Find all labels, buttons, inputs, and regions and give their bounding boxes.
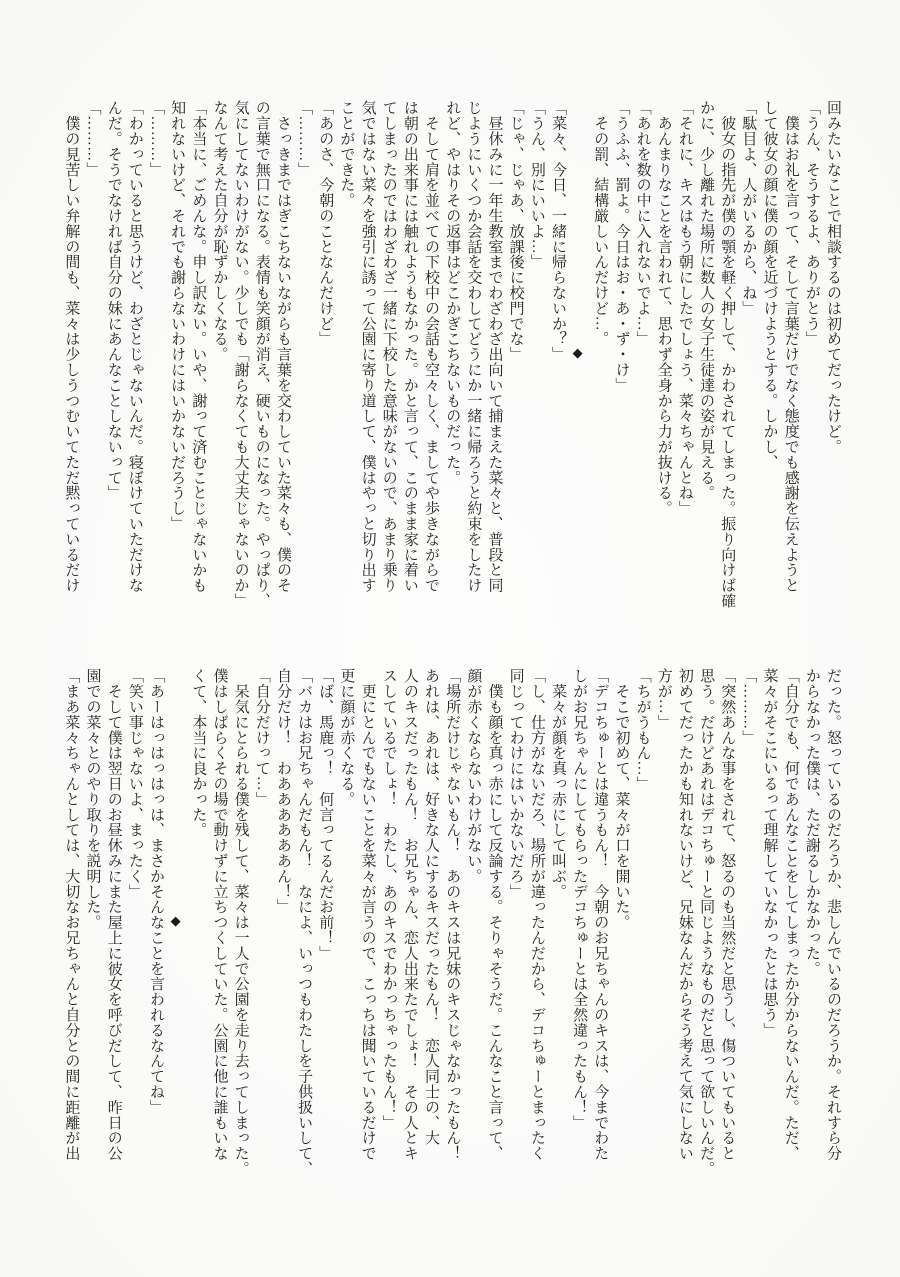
text-column: 菜々がそこにいるって理解していなかったとは思う」 [761,668,778,1038]
text-column: 回みたいなことで相談するのは初めてだったけど。 [825,100,841,455]
text-column: くて、本当に良かった。 [190,668,207,838]
text-column: 知れないけど、それでも謝らないわけにはいかないだろうし」 [169,100,186,532]
text-column: 顔が赤くならないわけがない。 [465,668,482,884]
text-column: 「ちがうもん…」 [634,668,651,792]
text-column: して彼女の顔に僕の顔を近づけようとする。しかし、 [761,100,778,470]
text-column: てしまったのではわざわざ一緒に下校した意味がないので、あまり乗り [380,100,397,593]
text-column: 「し、仕方がないだろ、場所が違ったんだから、デコちゅーとまったく [528,668,545,1161]
text-column: そして僕は翌日のお昼休みにまた屋上に彼女を呼びだして、昨日の公 [105,668,122,1161]
text-column: 「突然あんな事をされて、怒るのも当然だと思うし、傷ついてもいると [719,668,736,1161]
text-column: 園での菜々とのやり取りを説明した。 [84,668,101,930]
text-column: 菜々が顔を真っ赤にして叫ぶ。 [549,668,566,899]
text-column: 僕の見苦しい弁解の間も、菜々は少しうつむいてただ黙っているだけ [63,100,80,593]
text-column: 初めてだったかも知れないけど、兄妹なんだからそう考えて気にしない [676,668,693,1161]
text-column: 「うん、別にいいよ…」 [528,100,545,270]
text-column: かに、少し離れた場所に数人の女子生徒達の姿が見える。 [698,100,715,501]
text-column: 「………」 [148,100,164,177]
text-column: 「わかっていると思うけど、わざとじゃないんだ。寝ぼけていただけな [126,100,143,593]
text-column: 「あーはっはっはっは、まさかそんなことを言われるなんてね」 [148,668,164,1115]
text-column: なんて考えた自分が恥ずかしくなる。 [211,100,228,362]
text-column: 僕はお礼を言って、そして言葉だけでなく態度でも感謝を伝えようと [782,100,799,593]
text-column: だった。怒っているのだろうか、悲しんでいるのだろうか。それすら分 [825,668,841,1161]
text-column: 「駄目よ、人がいるから、ね」 [740,100,757,316]
section-divider-diamond-icon: ◆ [169,914,185,930]
text-column: 気にしてないわけがない。少しでも「謝らなくても大丈夫じゃないのか」 [232,100,249,609]
top-text-block [59,100,843,608]
text-column: 彼女の指先が僕の顎を軽く押して、かわされてしまった。振り向けば確 [719,100,736,609]
text-column: 僕はしばらくその場で動けずに立ちつくしていた。公園に他に誰もいな [211,668,228,1161]
text-column: 「………」 [296,100,313,177]
text-column: 「うふふ、罰よ。今日はお・あ・ず・け」 [613,100,630,393]
text-column: 「笑い事じゃないよ、まったく」 [126,668,143,899]
text-column: 「………」 [740,668,757,745]
text-column: 「まあ菜々ちゃんとしては、大切なお兄ちゃんと自分との間に距離が出 [63,668,80,1161]
text-column: 更に顔が赤くなる。 [338,668,355,807]
text-column: 「ば、馬鹿っ！ 何言ってるんだお前！」 [317,668,334,961]
text-column: んだ。そうでなければ自分の妹にあんなことしないって」 [105,100,122,501]
bottom-text-block [59,668,843,1176]
text-column: れど、やはりその返事はどこかぎこちないものだった。 [444,100,461,485]
text-column: ことができた。 [338,100,355,208]
text-column: その罰、結構厳しいんだけど…。 [592,100,609,347]
text-column: 方が…」 [655,668,672,730]
text-column: あんまりなことを言われて、思わず全身から力が抜ける。 [655,100,672,516]
text-column: は朝の出来事には触れようもなかった。かと言って、このまま家に着い [401,100,418,593]
text-column: しがお兄ちゃんにしてもらったデコちゅーとは全然違ったもん！」 [571,668,588,1130]
text-column: 僕も顔を真っ赤にして反論する。そりゃそうだ。こんなこと言って、 [486,668,503,1161]
text-column: スしているでしょ！ わたし、あのキスでわかっちゃったもん！」 [380,668,397,1130]
section-divider-diamond-icon: ◆ [571,346,587,362]
text-column: 更にとんでもないことを菜々が言うので、こっちは聞いているだけで [359,668,376,1161]
text-column: 人のキスだったもん！ お兄ちゃん、恋人出来たでしょ！ その人とキ [401,668,418,1161]
text-column: 「あれを数の中に入れないでよ…」 [634,100,651,347]
text-column: 呆気にとられる僕を残して、菜々は一人で公園を走り去ってしまった。 [232,668,249,1177]
text-column: 「本当に、ごめんな。申し訳ない。いや、謝って済むことじゃないかも [190,100,207,593]
text-column: 「自分だけって…」 [253,668,270,807]
text-column: そこで初めて、菜々が口を開いた。 [613,668,630,930]
text-column: 気ではない菜々を強引に誘って公園に寄り道して、僕はやっと切り出す [359,100,376,593]
text-column: 自分だけ！ わああああああん！」 [274,668,291,915]
text-column: の言葉で無口になる。表情も笑顔が消え、硬いものになった。やっぱり、 [253,100,270,609]
text-column: 「バカはお兄ちゃんだもん！ なによ、いっつもわたしを子供扱いして、 [296,668,313,1177]
text-column: 「うん、そうするよ、ありがとう」 [803,100,820,347]
text-column: 思う。だけどあれはデコちゅーと同じようなものだと思って欲しいんだ。 [698,668,715,1177]
text-column: 「デコちゅーとは違うもん！ 今朝のお兄ちゃんのキスは、今までわた [592,668,609,1161]
text-column: そして肩を並べての下校中の会話も空々しく、ましてや歩きながらで [423,100,440,593]
text-column: 「菜々、今日、一緒に帰らないか？」 [549,100,566,362]
text-column: からなかった僕は、ただ謝るしかなかった。 [803,668,820,976]
text-column: さっきまではぎこちないながらも言葉を交わしていた菜々も、僕のそ [274,100,291,593]
text-column: じようにいくつか会話を交わしてどうにか一緒に帰ろうと約束をしたけ [465,100,482,593]
text-column: 「自分でも、何であんなことをしてしまったか分からないんだ。ただ、 [782,668,799,1161]
text-column: 「じゃ、じゃあ、放課後に校門でな」 [507,100,524,362]
text-column: 「場所だけじゃないもん！ あのキスは兄妹のキスじゃなかったもん！ [444,668,461,1161]
text-column: あれは、あれは、好きな人にするキスだったもん！ 恋人同士の、大 [423,668,440,1146]
text-column: 昼休みに一年生教室までわざわざ出向いて捕まえた菜々と、普段と同 [486,100,503,593]
text-column: 「それに、キスはもう朝にしたでしょう、菜々ちゃんとね」 [676,100,693,516]
text-column: 「あのさ、今朝のことなんだけど」 [317,100,334,347]
text-column: 同じってわけにはいかないだろ」 [507,668,524,899]
text-column: 「………」 [84,100,101,177]
